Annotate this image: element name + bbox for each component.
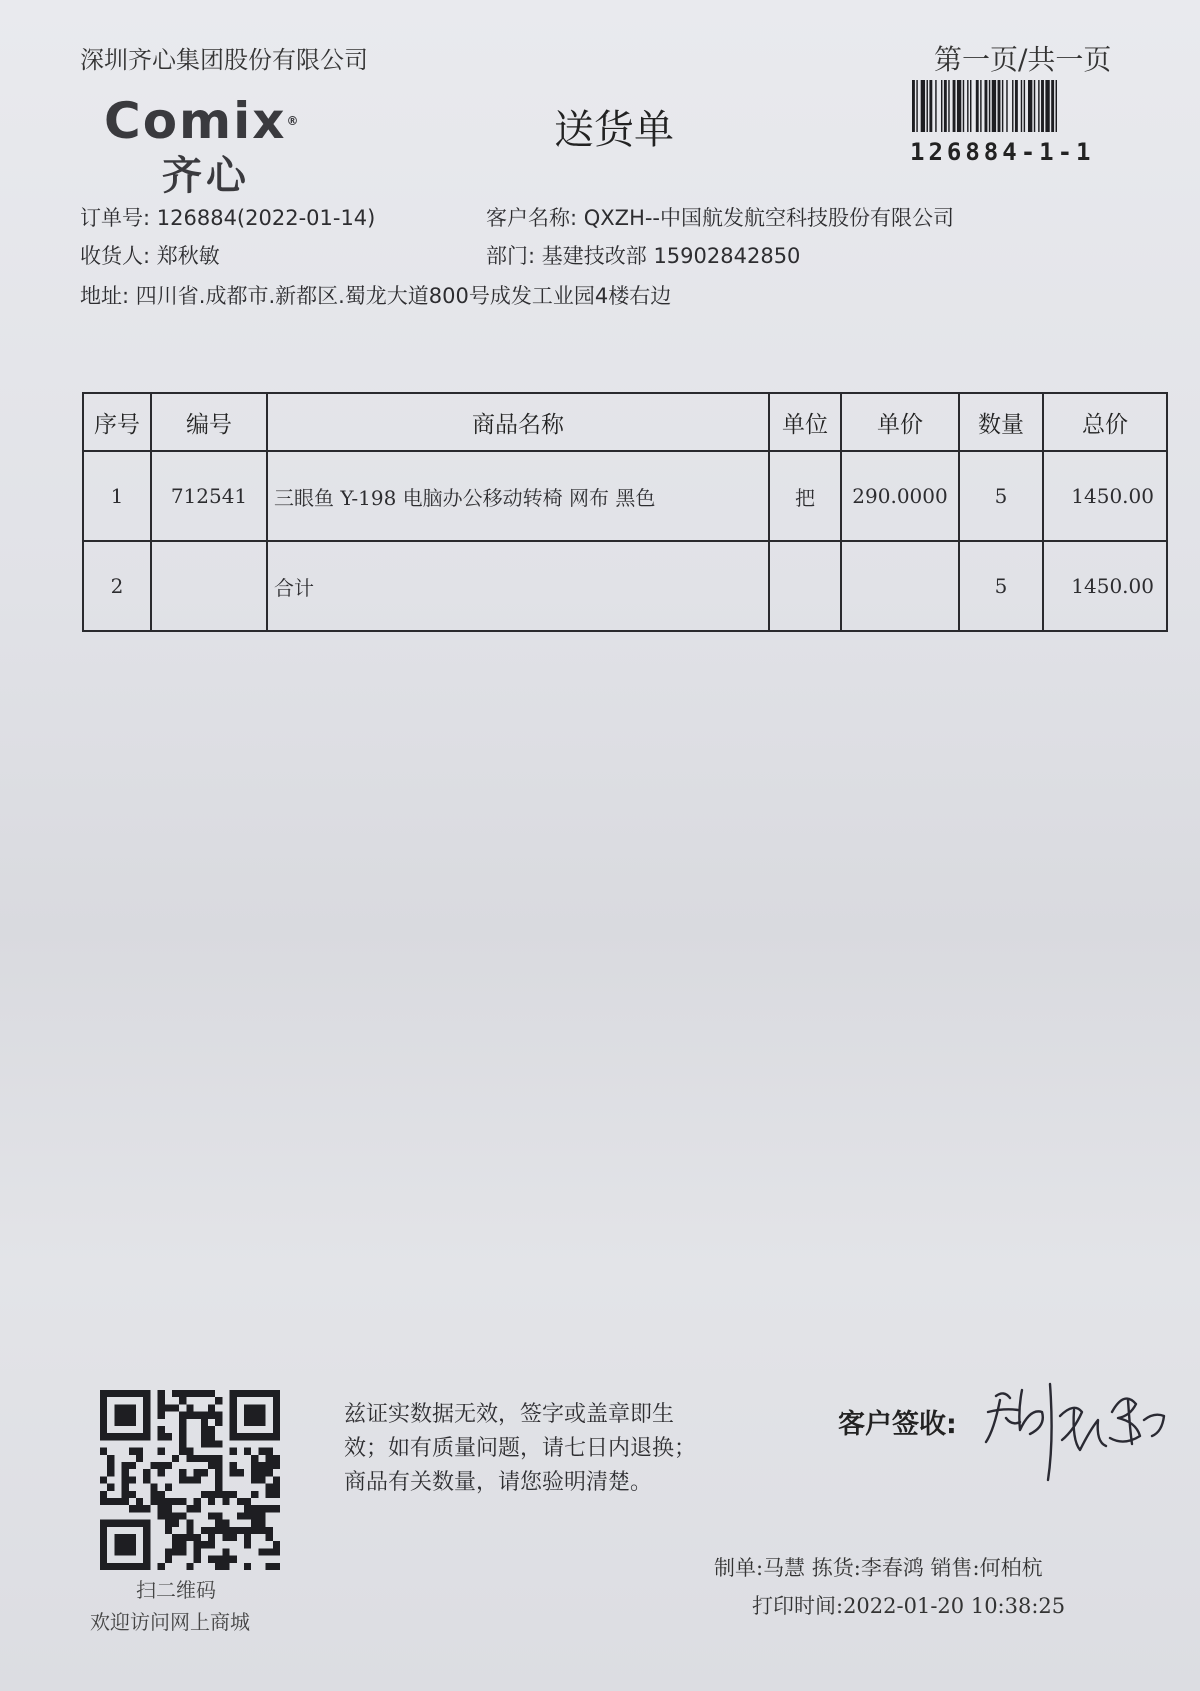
cell-unit-price: 290.0000 [841, 451, 959, 541]
notice-line: 商品有关数量，请您验明清楚。 [344, 1470, 653, 1495]
address-label: 地址: [80, 284, 130, 308]
cell-product-name: 合计 [267, 541, 769, 631]
receiver-value: 郑秋敏 [156, 244, 220, 268]
cell-unit: 把 [769, 451, 841, 541]
address [80, 280, 671, 310]
notice-text [344, 1398, 696, 1500]
customer-label: 客户名称: [486, 206, 578, 230]
page-indicator: 第一页/共一页 [934, 43, 1112, 76]
qr-caption-welcome: 欢迎访问网上商城 [90, 1610, 250, 1634]
print-time: 打印时间:2022-01-20 10:38:25 [752, 1594, 1066, 1618]
handwritten-signature [978, 1360, 1178, 1520]
cell-product-name: 三眼鱼 Y-198 电脑办公移动转椅 网布 黑色 [267, 451, 769, 541]
notice-line: 兹证实数据无效，签字或盖章即生 [344, 1402, 675, 1427]
header-seq: 序号 [83, 393, 151, 451]
logo-text-cn: 齐心 [162, 153, 250, 199]
cell-quantity: 5 [959, 451, 1043, 541]
header-unit-price: 单价 [841, 393, 959, 451]
order-number [80, 202, 375, 232]
cell-unit-price [841, 541, 959, 631]
dept-label: 部门: [486, 244, 536, 268]
cell-code [151, 541, 267, 631]
cell-code: 712541 [151, 451, 267, 541]
cell-seq: 2 [83, 541, 151, 631]
customer-sign-label: 客户签收: [838, 1409, 957, 1440]
customer-value: QXZH--中国航发航空科技股份有限公司 [583, 206, 955, 230]
table-row-sum [83, 541, 1167, 631]
department [486, 240, 800, 270]
staff-info: 制单:马慧 拣货:李春鸿 销售:何柏杭 [714, 1556, 1043, 1580]
cell-total: 1450.00 [1043, 451, 1167, 541]
barcode-number: 126884-1-1 [910, 138, 1095, 166]
customer-name [486, 202, 954, 232]
cell-total: 1450.00 [1043, 541, 1167, 631]
cell-quantity: 5 [959, 541, 1043, 631]
receiver-label: 收货人: [80, 244, 151, 268]
header-code: 编号 [151, 393, 267, 451]
comix-logo [104, 92, 344, 199]
header-total: 总价 [1043, 393, 1167, 451]
order-value: 126884(2022-01-14) [156, 206, 376, 230]
logo-text-en: Comix [104, 92, 287, 150]
header-quantity: 数量 [959, 393, 1043, 451]
registered-mark: ® [286, 114, 301, 128]
order-label: 订单号: [80, 206, 151, 230]
receiver [80, 240, 220, 270]
header-unit: 单位 [769, 393, 841, 451]
dept-value: 基建技改部 15902842850 [541, 244, 801, 268]
qr-code-icon [100, 1390, 280, 1570]
company-name: 深圳齐心集团股份有限公司 [80, 46, 368, 74]
address-value: 四川省.成都市.新都区.蜀龙大道800号成发工业园4楼右边 [135, 284, 672, 308]
qr-caption-scan: 扫二维码 [136, 1578, 216, 1602]
cell-seq: 1 [83, 451, 151, 541]
document-title: 送货单 [554, 107, 674, 153]
header-product-name: 商品名称 [267, 393, 769, 451]
notice-line: 效；如有质量问题，请七日内退换； [344, 1436, 697, 1461]
goods-table [82, 392, 1168, 632]
barcode [912, 80, 1122, 132]
table-row [83, 451, 1167, 541]
cell-unit [769, 541, 841, 631]
table-header-row [83, 393, 1167, 451]
